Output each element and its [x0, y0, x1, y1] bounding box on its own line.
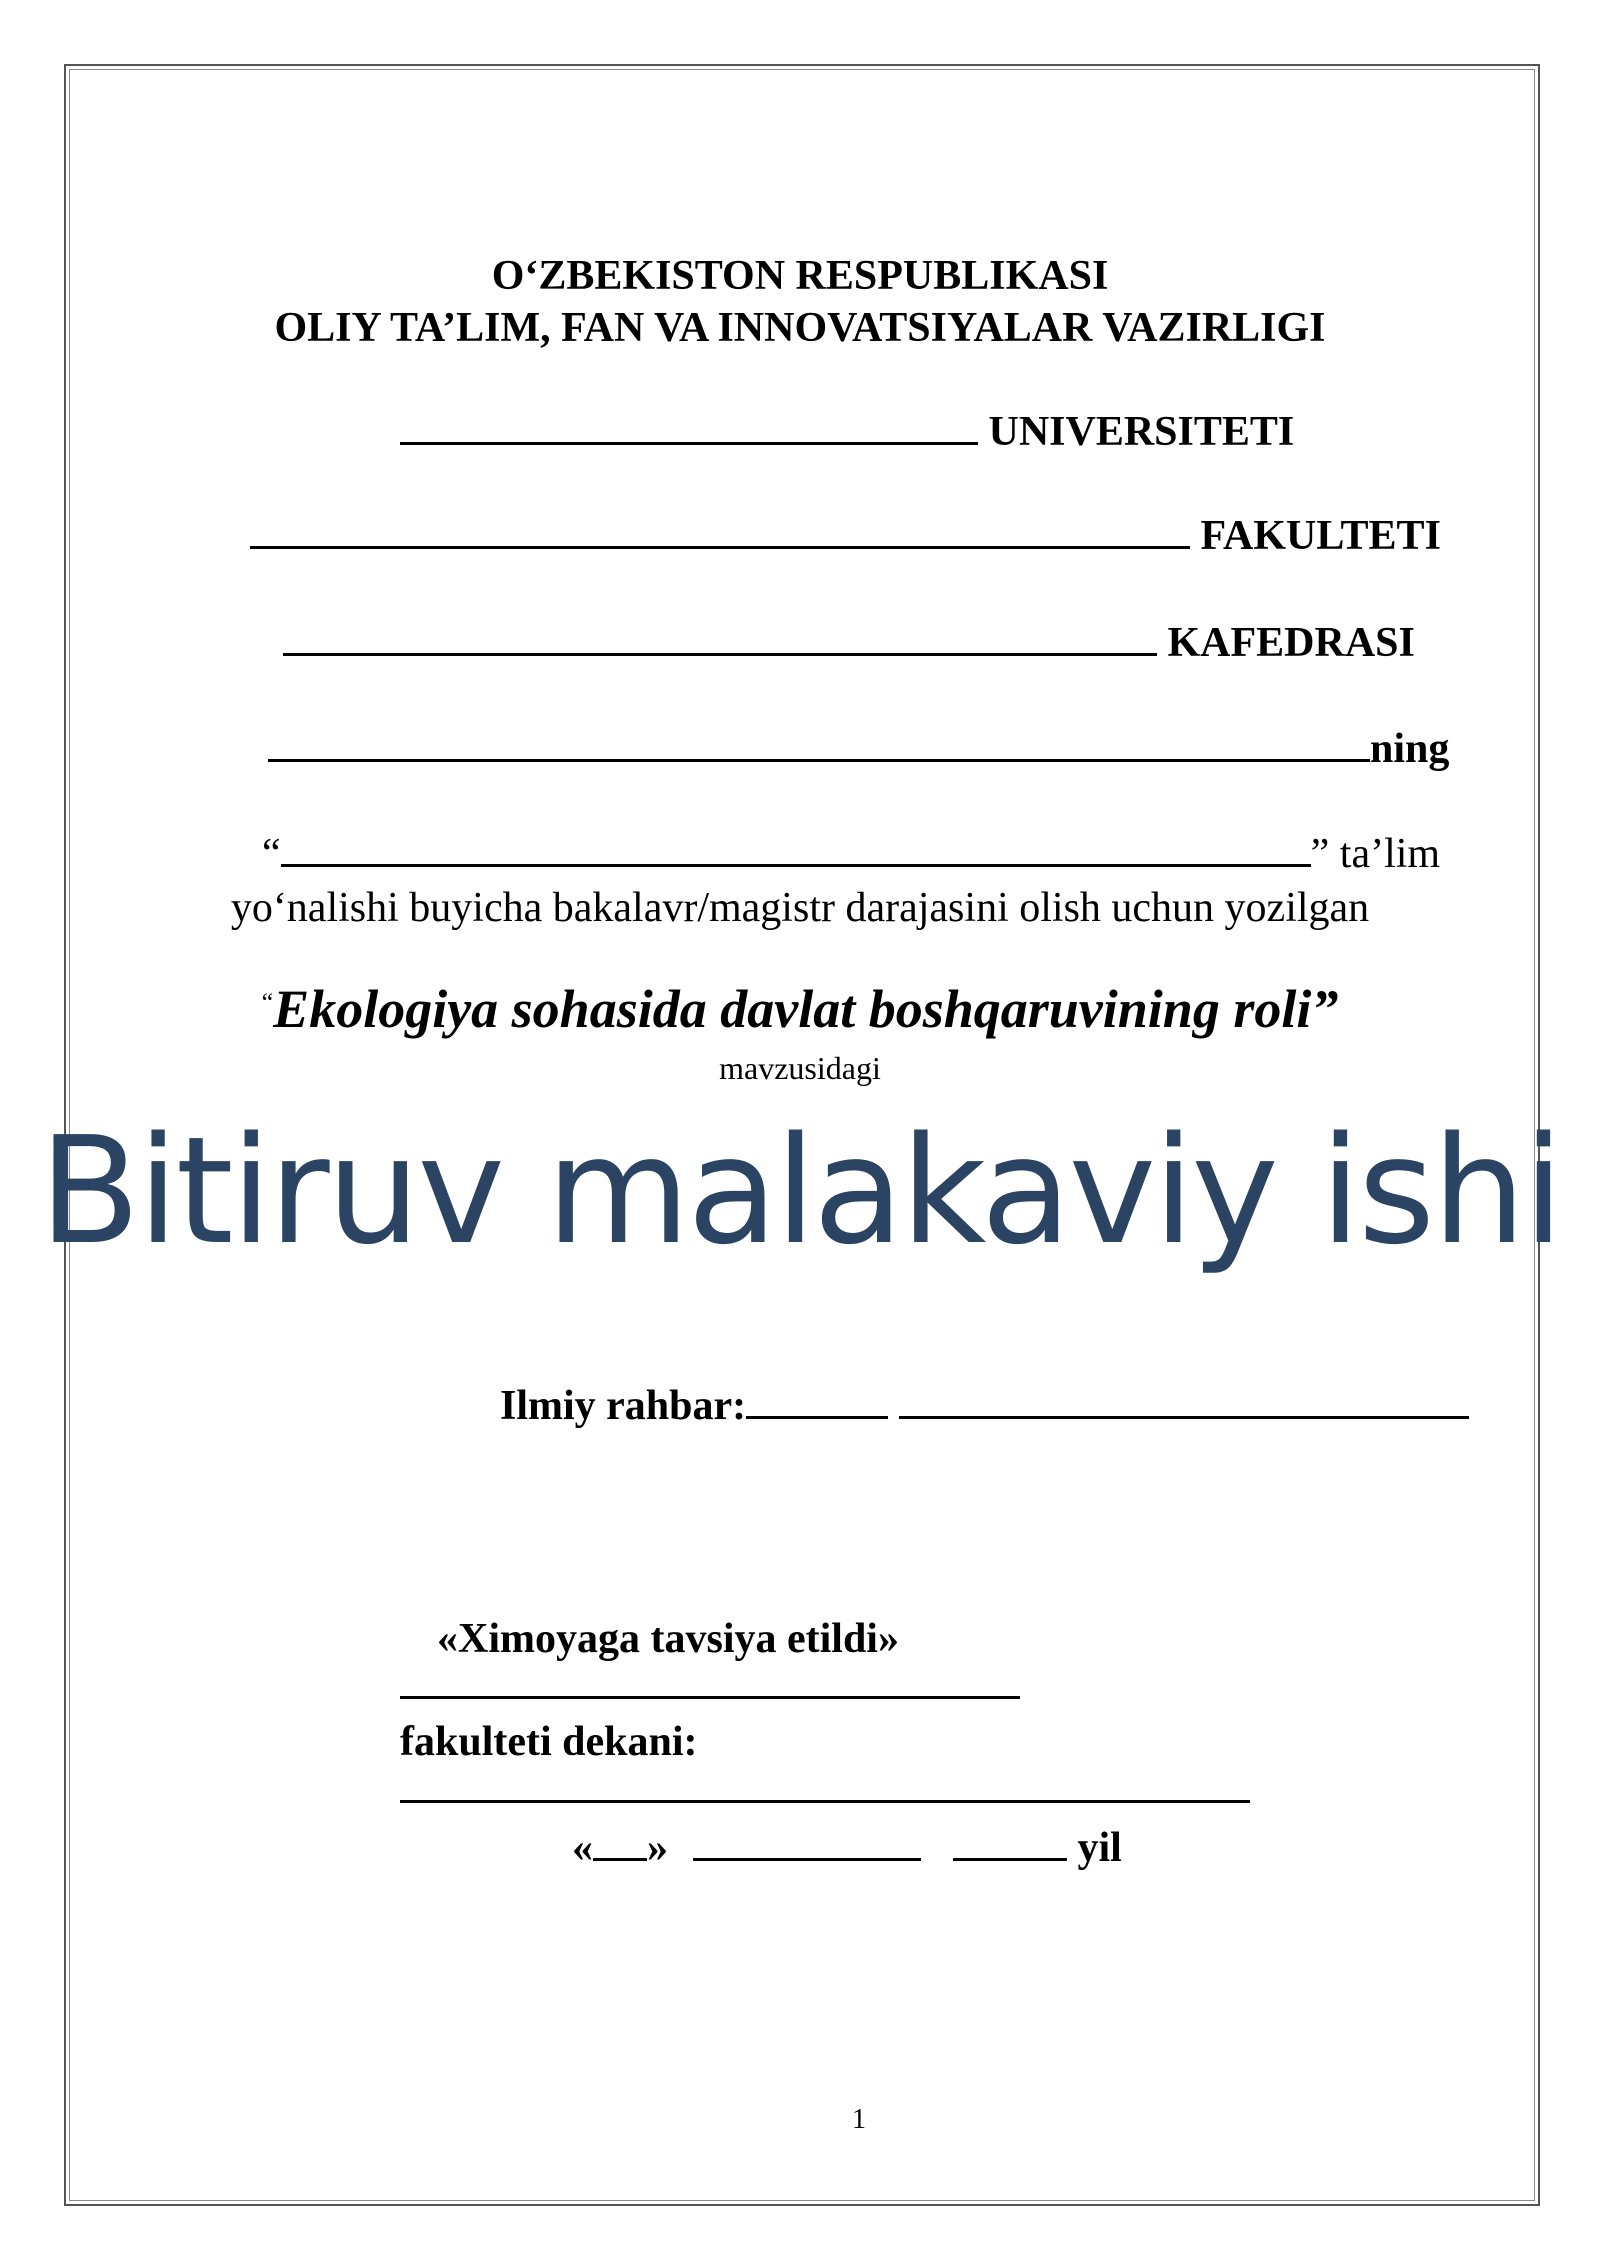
direction-line: [262, 830, 1440, 878]
supervisor-line: [500, 1382, 1469, 1430]
department-blank[interactable]: [283, 647, 1157, 656]
recommendation-text: «Ximoyaga tavsiya etildi»: [437, 1616, 899, 1662]
department-label: KAFEDRASI: [1167, 620, 1415, 666]
dean-faculty-blank[interactable]: [400, 1690, 1020, 1699]
department-line: [283, 619, 1415, 667]
faculty-blank[interactable]: [250, 540, 1190, 549]
direction-close: ” ta’lim: [1310, 831, 1441, 877]
faculty-label: FAKULTETI: [1200, 513, 1441, 559]
dean-label: fakulteti dekani:: [400, 1719, 698, 1765]
ministry-country: O‘ZBEKISTON RESPUBLIKASI: [491, 253, 1109, 299]
date-line: [572, 1824, 1122, 1872]
student-suffix: ning: [1370, 726, 1450, 772]
year-blank[interactable]: [953, 1852, 1067, 1861]
topic-text: Ekologiya sohasida davlat boshqaruvining roli”: [273, 979, 1339, 1039]
university-blank[interactable]: [400, 436, 978, 445]
date-open-quote: «: [572, 1825, 593, 1871]
university-line: [400, 408, 1294, 456]
university-label: UNIVERSITETI: [988, 409, 1295, 455]
month-blank[interactable]: [693, 1852, 921, 1861]
topic-subtitle: mavzusidagi: [719, 1050, 881, 1086]
faculty-dean-faculty-blank-line: [400, 1686, 1020, 1704]
student-line: [268, 725, 1449, 773]
student-name-blank[interactable]: [268, 753, 1370, 762]
supervisor-label: Ilmiy rahbar:: [500, 1383, 747, 1429]
ministry-name: OLIY TA’LIM, FAN VA INNOVATSIYALAR VAZIRLIGI: [274, 305, 1326, 351]
date-close-quote: »: [647, 1825, 668, 1871]
faculty-line: [250, 512, 1441, 560]
direction-description: yo‘nalishi buyicha bakalavr/magistr darajasini olish uchun yozilgan: [230, 885, 1370, 931]
topic-open-quote: “: [261, 988, 274, 1017]
direction-open-quote: “: [262, 831, 281, 877]
dean-name-blank[interactable]: [400, 1794, 1250, 1803]
year-label: yil: [1077, 1825, 1122, 1871]
thesis-topic: [0, 978, 1600, 1040]
supervisor-degree-blank[interactable]: [746, 1410, 888, 1419]
dean-name-blank-line: [400, 1790, 1250, 1808]
direction-blank[interactable]: [281, 858, 1311, 867]
work-title: Bitiruv malakaviy ishi: [38, 1105, 1562, 1277]
page-number: 1: [852, 2104, 866, 2135]
day-blank[interactable]: [593, 1852, 647, 1861]
supervisor-name-blank[interactable]: [899, 1410, 1469, 1419]
